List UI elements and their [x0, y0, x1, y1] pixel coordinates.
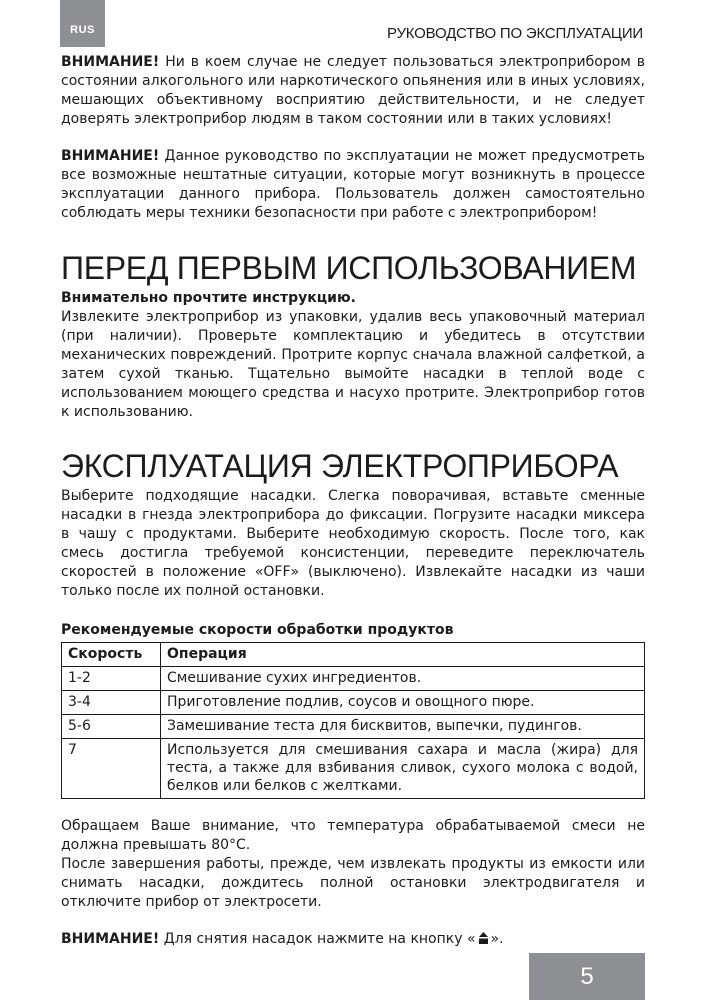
eject-button-icon: [479, 932, 488, 944]
speed-cell: 5-6: [62, 715, 161, 739]
warning-text: Данное руководство по эксплуатации не может предусмотреть все возможные нештатные ситуации, которые могут возникнуть в процессе эксплуатации данного прибора. Пользователь должен самостоятельно соблюдать меры техники безопасности при работе с электроприбором!: [61, 148, 645, 221]
table-row: [62, 739, 645, 799]
final-warning: [61, 930, 645, 949]
table-row: [62, 715, 645, 739]
table-row: [62, 691, 645, 715]
warning-label: ВНИМАНИЕ!: [61, 931, 160, 947]
column-header-operation: Операция: [161, 643, 645, 667]
page-content: [61, 53, 645, 949]
speed-cell: 3-4: [62, 691, 161, 715]
operation-text: Выберите подходящие насадки. Слегка поворачивая, вставьте сменные насадки в гнезда электроприбора до фиксации. Погрузите насадки миксера в чашу с продуктами. Выберите необходимую скорость. После того, как смесь достигла требуемой консистенции, переведите переключатель скоростей в положение «OFF» (выключено). Извлекайте насадки из чаши только после их полной остановки.: [61, 488, 645, 599]
before-first-use-text: Извлеките электроприбор из упаковки, удалив весь упаковочный материал (при наличии). Проверьте комплектацию и убедитесь в отсутствии механических повреждений. Протрите корпус сначала влажной салфеткой, а затем сухой тканью. Тщательно вымойте насадки в теплой воде с использованием моющего средства и насухо протрите. Электроприбор готов к использованию.: [61, 309, 645, 420]
operation-cell: Используется для смешивания сахара и масла (жира) для теста, а также для взбивания сливок, сухого молока с водой, белков или белков с желтками.: [161, 739, 645, 799]
temperature-note: Обращаем Ваше внимание, что температура обрабатываемой смеси не должна превышать 80°С.: [61, 818, 645, 853]
table-header-row: [62, 643, 645, 667]
warning-paragraph-1: [61, 53, 645, 129]
after-work-note: После завершения работы, прежде, чем извлекать продукты из емкости или снимать насадки, дождитесь полной остановки электродвигателя и отключите прибор от электросети.: [61, 856, 645, 910]
language-tab: RUS: [60, 0, 105, 47]
column-header-speed: Скорость: [62, 643, 161, 667]
warning-label: ВНИМАНИЕ!: [61, 148, 160, 164]
warning-text-before: Для снятия насадок нажмите на кнопку «: [163, 931, 476, 947]
operation-cell: Приготовление подлив, соусов и овощного пюре.: [161, 691, 645, 715]
manual-title: РУКОВОДСТВО ПО ЭКСПЛУАТАЦИИ: [387, 25, 643, 42]
section-heading-before-first-use: ПЕРЕД ПЕРВЫМ ИСПОЛЬЗОВАНИЕМ: [61, 250, 637, 286]
operation-cell: Смешивание сухих ингредиентов.: [161, 667, 645, 691]
page-number: 5: [529, 953, 645, 1000]
warning-paragraph-2: [61, 147, 645, 223]
speed-table: [61, 642, 645, 799]
read-instructions-subheading: Внимательно прочтите инструкцию.: [61, 290, 356, 306]
warning-text-after: ».: [490, 931, 504, 947]
speed-cell: 1-2: [62, 667, 161, 691]
table-row: [62, 667, 645, 691]
warning-text: Ни в коем случае не следует пользоваться электроприбором в состоянии алкогольного или наркотического опьянения или в иных условиях, мешающих объективному восприятию действительности, и не следует доверять электроприбор людям в таком состоянии или в таких условиях!: [61, 54, 646, 127]
operation-cell: Замешивание теста для бисквитов, выпечки, пудингов.: [161, 715, 645, 739]
section-heading-operation: ЭКСПЛУАТАЦИЯ ЭЛЕКТРОПРИБОРА: [61, 448, 619, 484]
warning-label: ВНИМАНИЕ!: [61, 54, 160, 70]
speed-cell: 7: [62, 739, 161, 799]
speed-table-title: Рекомендуемые скорости обработки продуктов: [61, 622, 454, 638]
